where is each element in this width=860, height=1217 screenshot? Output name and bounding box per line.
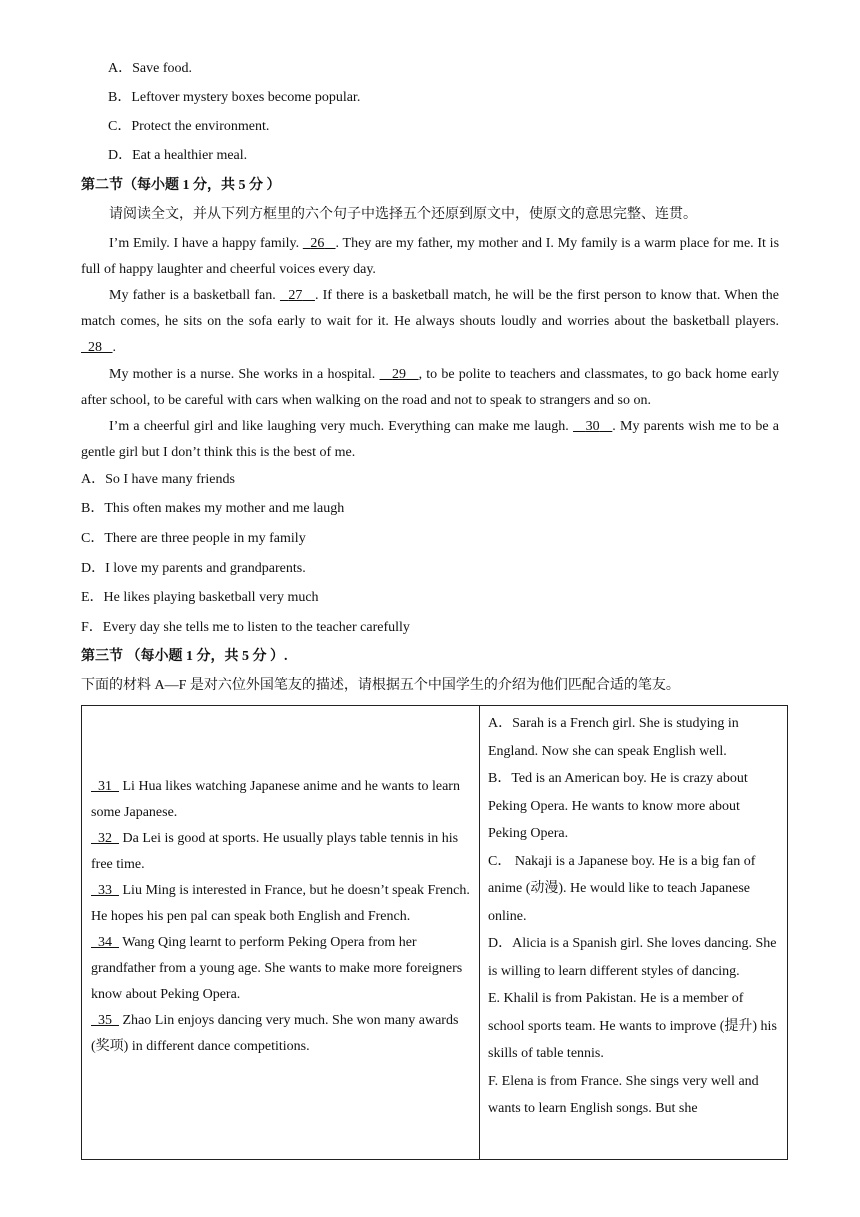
prev-option-b: B．Leftover mystery boxes become popular.: [108, 90, 361, 105]
section2-instruction: 请阅读全文，并从下列方框里的六个句子中选择五个还原到原文中，使原文的意思完整、连贯。: [109, 207, 697, 222]
student-text: Da Lei is good at sports. He usually plays table tennis in his free time.: [91, 831, 459, 872]
blank-30: [573, 419, 612, 434]
student-33: [91, 878, 471, 930]
blank-number: 26: [310, 236, 325, 251]
blank-number: 28: [88, 340, 102, 355]
blank-number: 34: [98, 935, 112, 950]
student-34: [91, 930, 471, 1008]
blank-number: 35: [98, 1013, 112, 1028]
option-a: A．So I have many friends: [81, 472, 235, 487]
section3-heading: 第三节 （每小题 1 分，共 5 分 ）.: [81, 649, 288, 664]
prev-option-c: C．Protect the environment.: [108, 119, 270, 134]
blank-29: [379, 367, 418, 382]
text: , to be polite to teachers and classmates, to go back home early after school, to be careful with cars when walking on the road and not to speak to strangers and so on.: [81, 367, 780, 408]
passage-paragraph-1: [81, 231, 779, 283]
matching-table: [81, 705, 788, 1160]
option-b: B．This often makes my mother and me laugh: [81, 501, 345, 516]
blank-33: [91, 883, 119, 898]
text: I’m Emily. I have a happy family.: [109, 236, 303, 251]
text: . They are my father, my mother and I. My family is a warm place for me. It is full of happy laughter and cheerful voices every day.: [81, 236, 780, 277]
text: .: [112, 340, 116, 355]
student-text: Zhao Lin enjoys dancing very much. She won many awards (奖项) in different dance competitions.: [91, 1013, 459, 1054]
blank-number: 30: [585, 419, 600, 434]
passage-paragraph-3: [81, 362, 779, 414]
blank-32: [91, 831, 119, 846]
blank-number: 29: [392, 367, 407, 382]
student-text: Li Hua likes watching Japanese anime and he wants to learn some Japanese.: [91, 779, 460, 820]
blank-35: [91, 1013, 119, 1028]
section3-instruction: 下面的材料 A—F 是对六位外国笔友的描述，请根据五个中国学生的介绍为他们匹配合适的笔友。: [81, 678, 680, 693]
option-f: F．Every day she tells me to listen to the teacher carefully: [81, 620, 410, 635]
pen-pal-f: F. Elena is from France. She sings very well and wants to learn English songs. But she: [488, 1073, 759, 1116]
passage-paragraph-2: [81, 283, 779, 361]
passage-paragraph-4: [81, 414, 779, 466]
student-31: [91, 774, 471, 826]
blank-number: 32: [98, 831, 112, 846]
student-35: [91, 1008, 471, 1060]
blank-28: [81, 340, 113, 355]
option-d: D．I love my parents and grandparents.: [81, 561, 306, 576]
text: . My parents wish me to be a gentle girl but I don’t think this is the best of me.: [81, 419, 780, 460]
option-e: E．He likes playing basketball very much: [81, 590, 319, 605]
blank-number: 31: [98, 779, 112, 794]
blank-34: [91, 935, 119, 950]
blank-number: 27: [288, 288, 303, 303]
pen-pal-a: A．Sarah is a French girl. She is studying in England. Now she can speak English well.: [488, 716, 739, 759]
blank-27: [280, 288, 315, 303]
blank-26: [303, 236, 336, 251]
student-text: Liu Ming is interested in France, but he doesn’t speak French. He hopes his pen pal can speak both English and French.: [91, 883, 470, 924]
blank-number: 33: [98, 883, 112, 898]
student-32: [91, 826, 471, 878]
blank-31: [91, 779, 119, 794]
pen-pals-column: [480, 706, 787, 1159]
option-c: C．There are three people in my family: [81, 531, 306, 546]
section2-heading: 第二节（每小题 1 分，共 5 分 ）: [81, 178, 281, 193]
students-column: [82, 706, 480, 1159]
pen-pal-e: E. Khalil is from Pakistan. He is a member of school sports team. He wants to improve (提升) his skills of table tennis.: [488, 991, 777, 1061]
pen-pal-d: D．Alicia is a Spanish girl. She loves dancing. She is willing to learn different styles of dancing.: [488, 936, 777, 979]
pen-pal-c: C． Nakaji is a Japanese boy. He is a big fan of anime (动漫). He would like to teach Japanese online.: [488, 853, 756, 924]
student-text: Wang Qing learnt to perform Peking Opera from her grandfather from a young age. She wants to make more foreigners know about Peking Opera.: [91, 935, 463, 1002]
text: My mother is a nurse. She works in a hospital.: [109, 367, 380, 382]
text: . If there is a basketball match, he will be the first person to know that. When the match comes, he sits on the sofa early to wait for it. He always shouts loudly and worries about the basketball players.: [81, 288, 780, 329]
prev-option-a: A．Save food.: [108, 61, 192, 76]
text: My father is a basketball fan.: [109, 288, 280, 303]
text: I’m a cheerful girl and like laughing very much. Everything can make me laugh.: [109, 419, 574, 434]
pen-pal-b: B．Ted is an American boy. He is crazy about Peking Opera. He wants to know more about Peking Opera.: [488, 771, 748, 841]
prev-option-d: D．Eat a healthier meal.: [108, 148, 248, 163]
